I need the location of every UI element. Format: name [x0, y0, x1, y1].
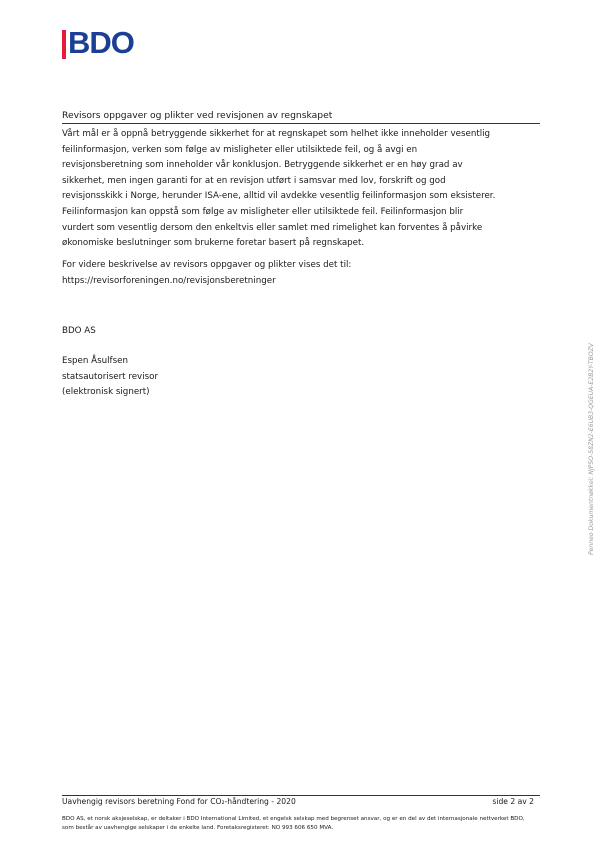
page-number: side 2 av 2	[492, 797, 534, 806]
footer-divider	[62, 795, 540, 796]
paragraph-auditor-duties: Vårt mål er å oppnå betryggende sikkerhet for at regnskapet som helhet ikke inneholder vesentlig feilinformasjon, verken som følge av misligheter eller utilsiktede feil, og å avgi en revisjonsberetning som inneholder vår konklusjon. Betryggende sikkerhet er en høy grad av sikkerhet, men ingen garanti for at en revisjon utført i samsvar med lov, forskrift og god revisjonsskikk i Norge, herunder ISA-ene, alltid vil avdekke vesentlig feilinformasjon som eksisterer. Feilinformasjon kan oppstå som følge av misligheter eller utilsiktede feil. Feilinformasjon blir vurdert som vesentlig dersom den enkeltvis eller samlet med rimelighet kan forventes å påvirke økonomiske beslutninger som brukerne foretar basert på regnskapet.	[62, 129, 496, 249]
logo-red-bar	[62, 30, 66, 59]
bdo-logo	[62, 25, 152, 60]
section-title: Revisors oppgaver og plikter ved revisjonen av regnskapet	[62, 110, 540, 124]
logo-wordmark: BDO	[68, 25, 134, 60]
signer-title: statsautorisert revisor	[62, 371, 159, 382]
signature-note: (elektronisk signert)	[62, 387, 150, 398]
footer-legal-text: BDO AS, et norsk aksjeselskap, er deltaker i BDO International Limited, et engelsk selskap med begrenset ansvar, og er en del av det internasjonale nettverket BDO, som består av uavhengige selskaper i de enkelte land. Foretaksregisteret: NO 993 606 650 MVA.	[62, 816, 525, 831]
paragraph-further-description: For videre beskrivelse av revisors oppgaver og plikter vises det til: https://revisorforeningen.no/revisjonsberetninger	[62, 260, 352, 286]
signer-name: Espen Åsulfsen	[62, 356, 128, 366]
penneo-document-key: Penneo Dokumentnøkkel: NJP5O-58ZN2-E6UB3-QGEUA-E2B2Y-TBOZV	[588, 343, 595, 555]
footer-title: Uavhengig revisors beretning Fond for CO₂-håndtering - 2020	[62, 797, 296, 806]
firm-name: BDO AS	[62, 326, 96, 336]
signature-block	[62, 354, 158, 401]
